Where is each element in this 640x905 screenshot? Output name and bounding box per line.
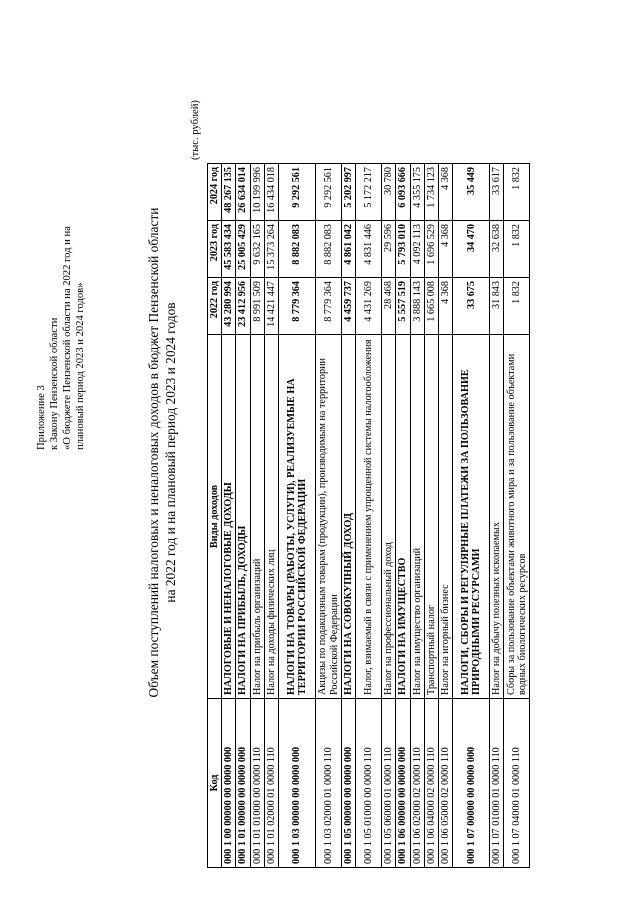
row-value-2022: 8 779 364 bbox=[279, 278, 316, 335]
row-value-2022: 23 412 956 bbox=[236, 278, 250, 335]
row-code: 000 1 07 00000 00 0000 000 bbox=[453, 699, 490, 868]
row-code: 000 1 03 02000 01 0000 110 bbox=[316, 699, 342, 868]
row-value-2022: 3 888 143 bbox=[410, 278, 424, 335]
row-value-2023: 1 696 529 bbox=[424, 221, 438, 278]
row-name: Налог на доходы физических лиц bbox=[264, 335, 278, 699]
row-value-2022: 8 991 509 bbox=[250, 278, 264, 335]
row-code: 000 1 03 00000 00 0000 000 bbox=[279, 699, 316, 868]
row-value-2024: 10 199 996 bbox=[250, 164, 264, 221]
row-name: Сборы за пользование объектами животного мира и за пользование объектами водных биологических ресурсов bbox=[504, 335, 530, 699]
row-value-2023: 4 831 446 bbox=[356, 221, 382, 278]
row-code: 000 1 01 01000 00 0000 110 bbox=[250, 699, 264, 868]
row-value-2022: 8 779 364 bbox=[316, 278, 342, 335]
row-value-2024: 1 734 123 bbox=[424, 164, 438, 221]
row-value-2022: 1 665 008 bbox=[424, 278, 438, 335]
row-value-2024: 4 368 bbox=[439, 164, 453, 221]
row-value-2024: 26 634 014 bbox=[236, 164, 250, 221]
row-code: 000 1 05 01000 00 0000 110 bbox=[356, 699, 382, 868]
row-value-2023: 4 092 113 bbox=[410, 221, 424, 278]
row-code: 000 1 05 06000 01 0000 110 bbox=[382, 699, 396, 868]
table-row bbox=[504, 164, 530, 868]
row-value-2024: 5 202 997 bbox=[342, 164, 356, 221]
table-header-row bbox=[208, 164, 222, 868]
title-line: Объем поступлений налоговых и неналоговых доходов в бюджет Пензенской области bbox=[146, 207, 161, 698]
row-value-2023: 8 882 083 bbox=[279, 221, 316, 278]
appendix-header bbox=[35, 120, 87, 450]
row-value-2023: 8 882 083 bbox=[316, 221, 342, 278]
row-name: НАЛОГИ НА ИМУЩЕСТВО bbox=[396, 335, 410, 699]
row-value-2024: 1 832 bbox=[504, 164, 530, 221]
row-value-2024: 48 267 135 bbox=[222, 164, 236, 221]
row-code: 000 1 07 01000 01 0000 110 bbox=[490, 699, 504, 868]
row-name: Налог на добычу полезных ископаемых bbox=[490, 335, 504, 699]
header-2024: 2024 год bbox=[208, 164, 222, 221]
row-value-2024: 6 093 666 bbox=[396, 164, 410, 221]
row-value-2024: 5 172 217 bbox=[356, 164, 382, 221]
revenue-table bbox=[207, 163, 530, 868]
title-line: на 2022 год и на плановый период 2023 и 2024 годов bbox=[163, 302, 178, 603]
row-code: 000 1 01 00000 00 0000 000 bbox=[236, 699, 250, 868]
table-row bbox=[410, 164, 424, 868]
row-value-2022: 4 431 269 bbox=[356, 278, 382, 335]
table-row bbox=[264, 164, 278, 868]
table-row bbox=[382, 164, 396, 868]
row-value-2022: 1 832 bbox=[504, 278, 530, 335]
row-value-2022: 5 557 519 bbox=[396, 278, 410, 335]
row-code: 000 1 00 00000 00 0000 000 bbox=[222, 699, 236, 868]
row-value-2022: 33 675 bbox=[453, 278, 490, 335]
row-value-2023: 15 373 264 bbox=[264, 221, 278, 278]
row-name: НАЛОГИ НА ПРИБЫЛЬ, ДОХОДЫ bbox=[236, 335, 250, 699]
row-value-2022: 14 421 447 bbox=[264, 278, 278, 335]
row-value-2023: 4 368 bbox=[439, 221, 453, 278]
row-value-2024: 9 292 561 bbox=[279, 164, 316, 221]
row-value-2024: 33 617 bbox=[490, 164, 504, 221]
row-value-2022: 43 280 994 bbox=[222, 278, 236, 335]
row-value-2023: 45 583 434 bbox=[222, 221, 236, 278]
row-value-2023: 5 793 010 bbox=[396, 221, 410, 278]
row-value-2024: 35 449 bbox=[453, 164, 490, 221]
table-row bbox=[453, 164, 490, 868]
row-code: 000 1 06 05000 02 0000 110 bbox=[439, 699, 453, 868]
table-row bbox=[490, 164, 504, 868]
table-row bbox=[396, 164, 410, 868]
header-2023: 2023 год bbox=[208, 221, 222, 278]
row-value-2022: 4 459 737 bbox=[342, 278, 356, 335]
row-code: 000 1 06 00000 00 0000 000 bbox=[396, 699, 410, 868]
row-code: 000 1 06 04000 02 0000 110 bbox=[424, 699, 438, 868]
table-body bbox=[222, 164, 530, 868]
row-name: НАЛОГОВЫЕ И НЕНАЛОГОВЫЕ ДОХОДЫ bbox=[222, 335, 236, 699]
row-value-2023: 4 861 042 bbox=[342, 221, 356, 278]
row-value-2023: 29 596 bbox=[382, 221, 396, 278]
row-name: Акцизы по подакцизным товарам (продукции), производимым на территории Российской Федерации bbox=[316, 335, 342, 699]
row-name: НАЛОГИ, СБОРЫ И РЕГУЛЯРНЫЕ ПЛАТЕЖИ ЗА ПОЛЬЗОВАНИЕ ПРИРОДНЫМИ РЕСУРСАМИ bbox=[453, 335, 490, 699]
table-row bbox=[316, 164, 342, 868]
header-2022: 2022 год bbox=[208, 278, 222, 335]
appendix-line: «О бюджете Пензенской области на 2022 год и на bbox=[62, 226, 73, 450]
row-name: Налог на прибыль организаций bbox=[250, 335, 264, 699]
row-value-2024: 4 355 175 bbox=[410, 164, 424, 221]
header-code: Код bbox=[208, 699, 222, 868]
appendix-line: к Закону Пензенской области bbox=[49, 317, 60, 450]
row-name: Налог на имущество организаций bbox=[410, 335, 424, 699]
row-value-2022: 4 368 bbox=[439, 278, 453, 335]
row-name: Налог на профессиональный доход bbox=[382, 335, 396, 699]
row-value-2024: 16 434 018 bbox=[264, 164, 278, 221]
row-code: 000 1 06 02000 02 0000 110 bbox=[410, 699, 424, 868]
row-name: Налог на игорный бизнес bbox=[439, 335, 453, 699]
table-row bbox=[342, 164, 356, 868]
table-row bbox=[279, 164, 316, 868]
row-value-2024: 30 780 bbox=[382, 164, 396, 221]
row-name: НАЛОГИ НА ТОВАРЫ (РАБОТЫ, УСЛУГИ), РЕАЛИЗУЕМЫЕ НА ТЕРРИТОРИИ РОССИЙСКОЙ ФЕДЕРАЦИИ bbox=[279, 335, 316, 699]
table-row bbox=[424, 164, 438, 868]
table-row bbox=[236, 164, 250, 868]
row-value-2024: 9 292 561 bbox=[316, 164, 342, 221]
row-value-2023: 25 005 429 bbox=[236, 221, 250, 278]
row-value-2023: 1 832 bbox=[504, 221, 530, 278]
row-value-2022: 31 843 bbox=[490, 278, 504, 335]
header-name: Виды доходов bbox=[208, 335, 222, 699]
table-row bbox=[439, 164, 453, 868]
row-value-2023: 32 638 bbox=[490, 221, 504, 278]
row-name: НАЛОГИ НА СОВОКУПНЫЙ ДОХОД bbox=[342, 335, 356, 699]
table-row bbox=[250, 164, 264, 868]
row-code: 000 1 01 02000 01 0000 110 bbox=[264, 699, 278, 868]
appendix-line: Приложение 3 bbox=[36, 385, 47, 450]
row-value-2022: 28 468 bbox=[382, 278, 396, 335]
row-name: Налог, взимаемый в связи с применением упрощенной системы налогообложения bbox=[356, 335, 382, 699]
appendix-line: плановый период 2023 и 2024 годов» bbox=[75, 282, 86, 450]
unit-label: (тыс. рублей) bbox=[190, 100, 201, 160]
row-name: Транспортный налог bbox=[424, 335, 438, 699]
row-code: 000 1 07 04000 01 0000 110 bbox=[504, 699, 530, 868]
row-value-2023: 9 632 165 bbox=[250, 221, 264, 278]
row-value-2023: 34 470 bbox=[453, 221, 490, 278]
table-row bbox=[356, 164, 382, 868]
table-row bbox=[222, 164, 236, 868]
row-code: 000 1 05 00000 00 0000 000 bbox=[342, 699, 356, 868]
